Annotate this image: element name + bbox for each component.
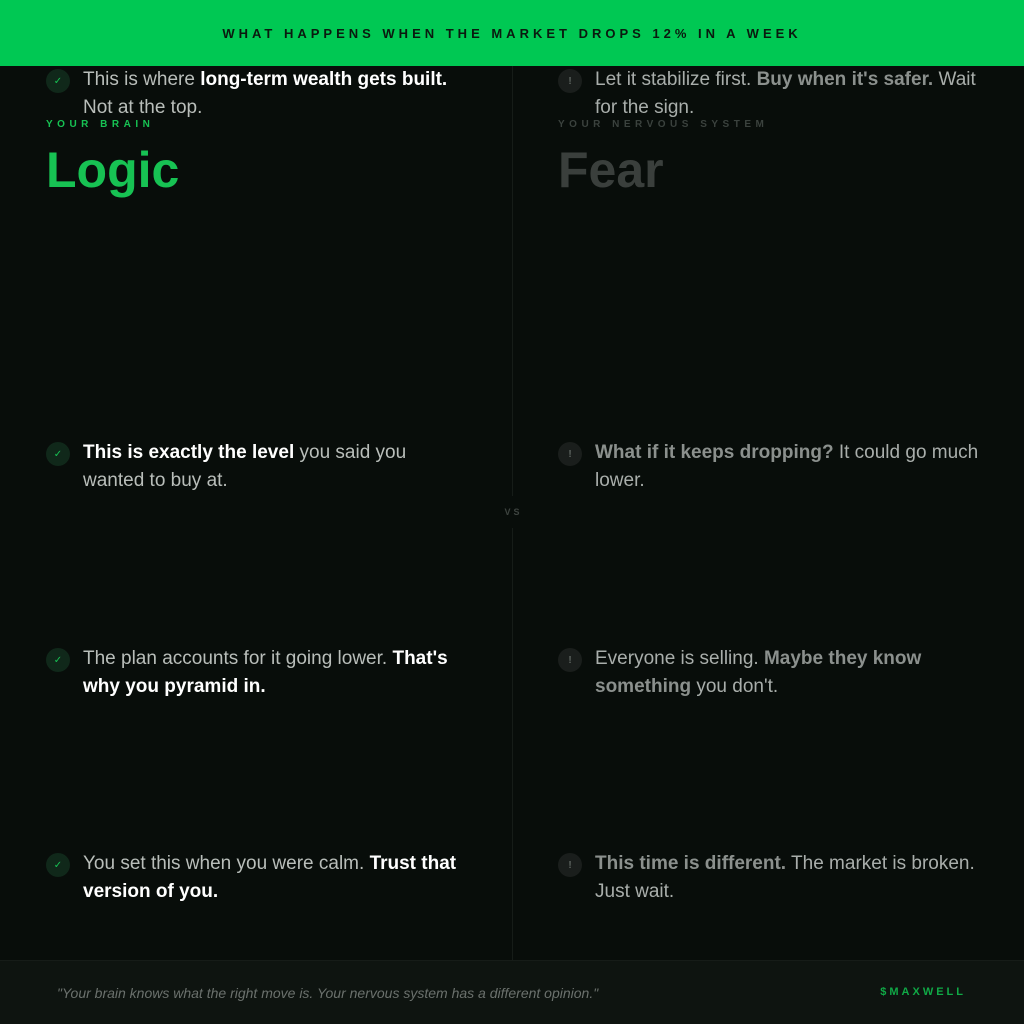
fear-item-text: This time is different. The market is broken. Just wait. bbox=[595, 853, 975, 902]
fear-heading: Fear bbox=[558, 142, 664, 198]
logic-item-text: The plan accounts for it going lower. That's why you pyramid in. bbox=[83, 648, 448, 697]
exclamation-icon: ! bbox=[558, 442, 582, 466]
footer-quote: "Your brain knows what the right move is. Your nervous system has a different opinion." bbox=[57, 985, 599, 1001]
checkmark-icon: ✓ bbox=[46, 442, 70, 466]
vs-label: VS bbox=[494, 496, 530, 528]
exclamation-icon: ! bbox=[558, 648, 582, 672]
checkmark-icon: ✓ bbox=[46, 69, 70, 93]
checkmark-icon: ✓ bbox=[46, 648, 70, 672]
fear-eyebrow: YOUR NERVOUS SYSTEM bbox=[558, 119, 769, 130]
title-banner bbox=[0, 0, 1024, 66]
logic-eyebrow: YOUR BRAIN bbox=[46, 119, 155, 130]
logic-item-text: You set this when you were calm. Trust that version of you. bbox=[83, 853, 457, 902]
exclamation-icon: ! bbox=[558, 853, 582, 877]
logic-column bbox=[46, 66, 466, 960]
banner-title: WHAT HAPPENS WHEN THE MARKET DROPS 12% IN A WEEK bbox=[222, 25, 802, 41]
author-handle: $MAXWELL bbox=[880, 986, 966, 998]
fear-item-text: Everyone is selling. Maybe they know something you don't. bbox=[595, 648, 922, 697]
fear-column bbox=[558, 66, 988, 960]
comparison-panel bbox=[0, 66, 1024, 960]
logic-item-text: This is where long-term wealth gets built. Not at the top. bbox=[83, 69, 448, 118]
exclamation-icon: ! bbox=[558, 69, 582, 93]
fear-item-text: What if it keeps dropping? It could go much lower. bbox=[595, 442, 979, 491]
checkmark-icon: ✓ bbox=[46, 853, 70, 877]
logic-item-text: This is exactly the level you said you wanted to buy at. bbox=[83, 442, 407, 491]
footer bbox=[0, 960, 1024, 1024]
fear-item-text: Let it stabilize first. Buy when it's safer. Wait for the sign. bbox=[595, 69, 976, 118]
logic-heading: Logic bbox=[46, 142, 180, 198]
